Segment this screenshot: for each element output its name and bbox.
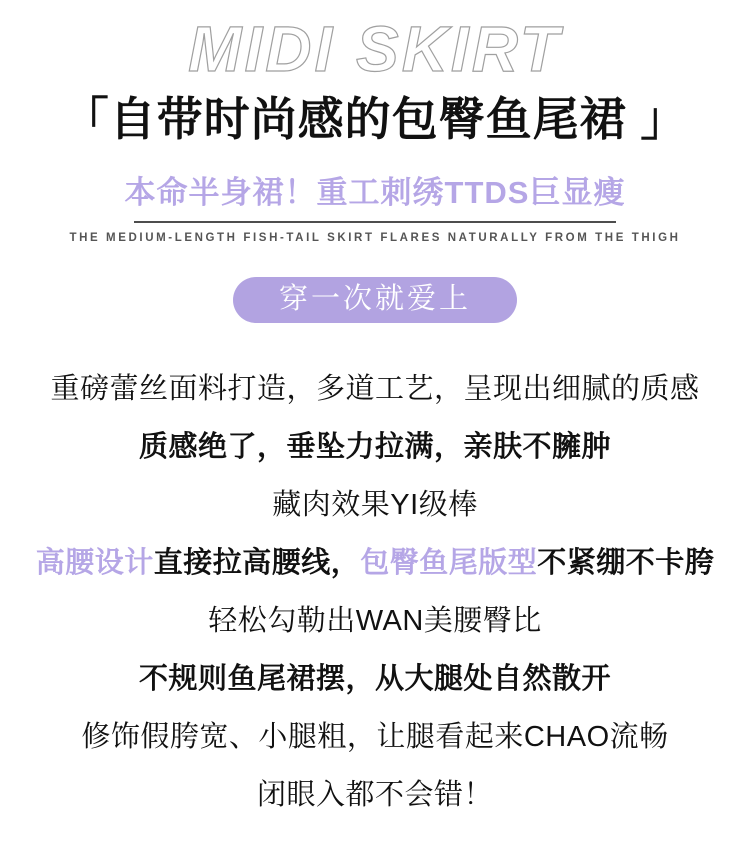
english-caption: THE MEDIUM-LENGTH FISH-TAIL SKIRT FLARES NATURALLY FROM THE THIGH bbox=[69, 232, 681, 245]
subtitle: 本命半身裙！重工刺绣TTDS巨显瘦 bbox=[124, 175, 626, 211]
body-line: 闭眼入都不会错！ bbox=[256, 779, 493, 812]
body-line: 修饰假胯宽、小腿粗，让腿看起来CHAO流畅 bbox=[81, 721, 669, 754]
highlight-text: 高腰设计 bbox=[35, 547, 154, 580]
body-line: 轻松勾勒出WAN美腰臀比 bbox=[208, 605, 542, 638]
highlight-badge bbox=[233, 277, 517, 323]
body-copy bbox=[0, 374, 750, 810]
body-line: 重磅蕾丝面料打造，多道工艺，呈现出细腻的质感 bbox=[50, 373, 700, 406]
highlight-text: 包臀鱼尾版型 bbox=[360, 547, 538, 580]
body-line: 不规则鱼尾裙摆，从大腿处自然散开 bbox=[138, 663, 611, 696]
body-line: 藏肉效果YI级棒 bbox=[272, 489, 478, 522]
divider-line bbox=[134, 221, 616, 223]
brand-title: MIDI SKIRT bbox=[188, 13, 562, 85]
highlight-badge-label: 穿一次就爱上 bbox=[278, 282, 471, 315]
body-line: 质感绝了，垂坠力拉满，亲肤不臃肿 bbox=[138, 431, 611, 464]
body-text: 不紧绷不卡胯 bbox=[537, 547, 715, 580]
headline: 「自带时尚感的包臀鱼尾裙 」 bbox=[62, 92, 688, 145]
body-text: 直接拉高腰线， bbox=[153, 547, 361, 580]
body-line-highlighted bbox=[0, 548, 750, 578]
